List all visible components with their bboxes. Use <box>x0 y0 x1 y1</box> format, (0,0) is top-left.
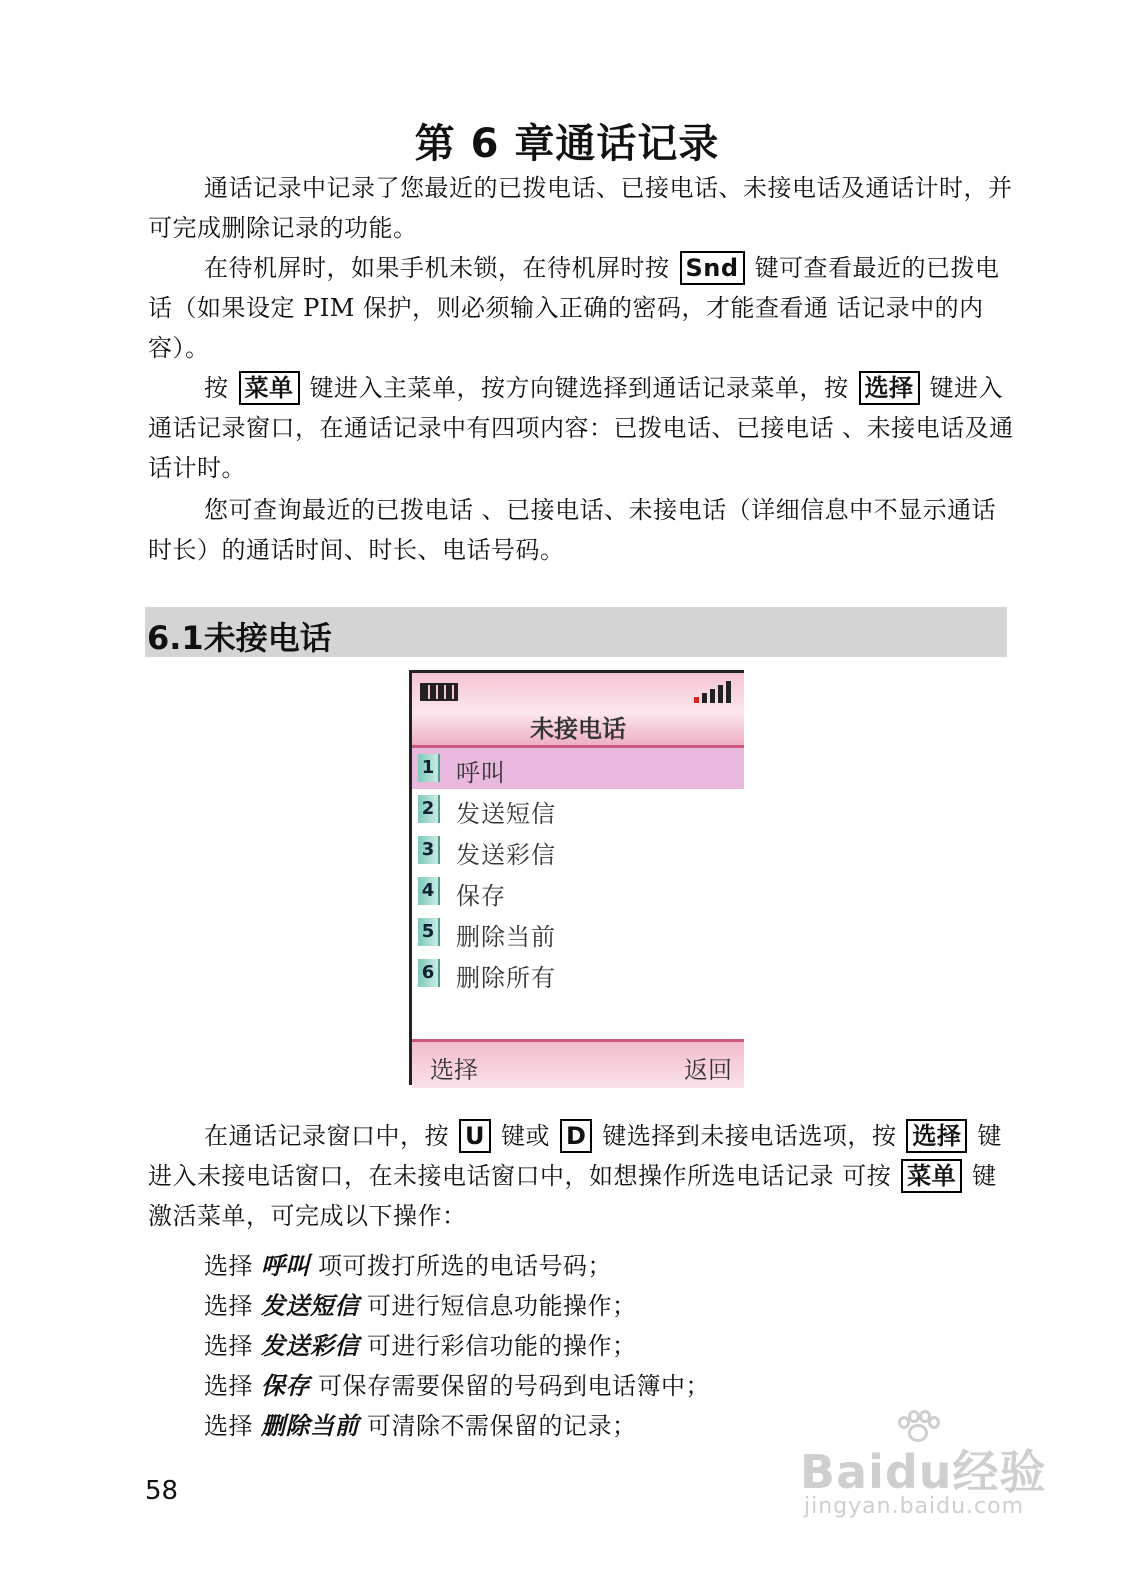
option-send-mms <box>204 1326 1018 1366</box>
body-text-5a: 在通话记录窗口中，按 <box>204 1122 449 1150</box>
menu-number-badge: 1 <box>418 754 440 782</box>
menu-number-badge: 6 <box>418 959 440 987</box>
watermark <box>800 1410 1060 1530</box>
menu-number-badge: 2 <box>418 795 440 823</box>
intro-text-1: 通话记录中记录了您最近的已拨电话、已接电话、未接电话及通话计时，并可完成删除记录的功能。 <box>148 174 1013 242</box>
d-key-label: D <box>560 1119 592 1153</box>
option-term: 删除当前 <box>261 1412 359 1440</box>
u-key-label: U <box>459 1119 491 1153</box>
phone-screenshot <box>409 670 744 1085</box>
menu-item-label: 发送彩信 <box>456 841 556 869</box>
option-desc: 可清除不需保留的记录； <box>367 1412 637 1440</box>
option-term: 呼叫 <box>261 1252 310 1280</box>
softkey-back[interactable]: 返回 <box>684 1056 732 1084</box>
intro-text-3c: 键进入通话记录窗口，在通话记录中有四项内容：已拨电话、已接电话 、未接电话及通话计时。 <box>148 374 1014 482</box>
phone-menu-item-delete-current[interactable] <box>412 912 744 953</box>
phone-menu-item-send-mms[interactable] <box>412 830 744 871</box>
menu-item-label: 保存 <box>456 882 506 910</box>
phone-screen-title: 未接电话 <box>530 715 626 743</box>
snd-key-label: Snd <box>680 251 745 285</box>
phone-header <box>412 673 744 748</box>
intro-text-3b: 键进入主菜单，按方向键选择到通话记录菜单，按 <box>309 374 849 402</box>
body-text-5d: 键进入未接电话窗口，在未接电话窗口中，如想操作所选电话记录 可按 <box>148 1122 1002 1190</box>
phone-menu-item-send-sms[interactable] <box>412 789 744 830</box>
intro-paragraph-3 <box>148 368 1018 488</box>
option-desc: 可进行短信息功能操作； <box>367 1292 637 1320</box>
section-header <box>145 607 1007 657</box>
option-prefix: 选择 <box>204 1372 253 1400</box>
intro-text-4: 您可查询最近的已拨电话 、已接电话、未接电话（详细信息中不显示通话时长）的通话时间、时长、电话号码。 <box>148 496 997 564</box>
option-call <box>204 1246 1018 1286</box>
battery-icon <box>420 683 458 701</box>
option-term: 发送彩信 <box>261 1332 359 1360</box>
watermark-url: jingyan.baidu.com <box>804 1494 1025 1519</box>
softkey-select[interactable]: 选择 <box>430 1056 478 1084</box>
menu-number-badge: 3 <box>418 836 440 864</box>
menu-item-label: 呼叫 <box>456 759 506 787</box>
option-save <box>204 1366 1018 1406</box>
intro-paragraph-4 <box>148 490 1018 570</box>
option-term: 发送短信 <box>261 1292 359 1320</box>
intro-paragraph-1 <box>148 168 1018 248</box>
menu-item-label: 删除当前 <box>456 923 556 951</box>
option-term: 保存 <box>261 1372 310 1400</box>
option-prefix: 选择 <box>204 1332 253 1360</box>
phone-softkey-bar <box>412 1039 744 1088</box>
select-key-label: 选择 <box>859 371 920 405</box>
select-key-label: 选择 <box>906 1119 967 1153</box>
option-send-sms <box>204 1286 1018 1326</box>
page-number: 58 <box>145 1476 179 1506</box>
option-desc: 可保存需要保留的号码到电话簿中； <box>318 1372 710 1400</box>
menu-number-badge: 4 <box>418 877 440 905</box>
body-text-5c: 键选择到未接电话选项，按 <box>602 1122 897 1150</box>
body-text-5e: 键激活菜单，可完成以下操作： <box>148 1162 997 1230</box>
intro-paragraph-2 <box>148 248 1018 368</box>
intro-text-2b: 键可查看最近的已拨电话（如果设定 PIM 保护，则必须输入正确的密码，才能查看通 话记录中的内容）。 <box>148 254 1000 362</box>
watermark-brand: Baidu经验 <box>800 1445 1047 1499</box>
phone-menu-item-save[interactable] <box>412 871 744 912</box>
phone-menu-item-delete-all[interactable] <box>412 953 744 994</box>
intro-text-2a: 在待机屏时，如果手机未锁，在待机屏时按 <box>204 254 670 282</box>
option-prefix: 选择 <box>204 1412 253 1440</box>
body-paragraph-5 <box>148 1116 1018 1236</box>
menu-number-badge: 5 <box>418 918 440 946</box>
menu-key-label: 菜单 <box>239 371 300 405</box>
body-text-5b: 键或 <box>501 1122 550 1150</box>
option-prefix: 选择 <box>204 1292 253 1320</box>
signal-icon <box>692 681 734 703</box>
intro-text-3a: 按 <box>204 374 229 402</box>
section-title: 6.1未接电话 <box>147 619 332 657</box>
option-desc: 项可拨打所选的电话号码； <box>318 1252 612 1280</box>
menu-item-label: 发送短信 <box>456 800 556 828</box>
phone-menu-item-call[interactable] <box>412 748 744 789</box>
phone-menu-list <box>412 748 744 994</box>
chapter-title: 第 6 章通话记录 <box>414 121 720 167</box>
menu-key-label: 菜单 <box>901 1159 962 1193</box>
option-desc: 可进行彩信功能的操作； <box>367 1332 637 1360</box>
menu-item-label: 删除所有 <box>456 964 556 992</box>
option-prefix: 选择 <box>204 1252 253 1280</box>
